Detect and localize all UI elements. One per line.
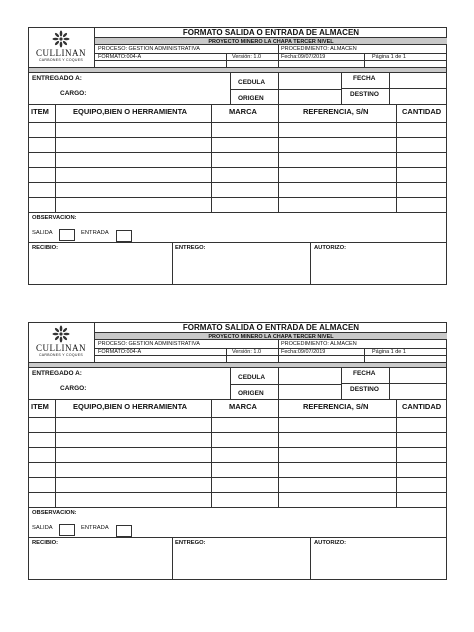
company-name: CULLINAN: [36, 343, 86, 353]
col-marca: MARCA: [229, 402, 257, 411]
company-tagline: CARBONES Y COQUES: [38, 353, 84, 357]
table-row[interactable]: [28, 477, 447, 478]
destino-field[interactable]: [389, 88, 447, 105]
entrego-label: ENTREGO:: [175, 245, 206, 251]
warehouse-form-1: [28, 27, 447, 285]
destino-label: DESTINO: [350, 386, 379, 393]
form-title: FORMATO SALIDA O ENTRADA DE ALMACEN: [182, 28, 360, 37]
table-row[interactable]: [28, 152, 447, 153]
cedula-label: CEDULA: [238, 79, 266, 86]
col-referencia: REFERENCIA, S/N: [303, 402, 369, 411]
observacion-label: OBSERVACION:: [32, 510, 77, 516]
date-label: Fecha:09/07/2019: [281, 53, 326, 60]
divider: [278, 340, 279, 363]
company-tagline: CARBONES Y COQUES: [38, 58, 84, 62]
fecha-label: FECHA: [353, 75, 376, 82]
cedula-label: CEDULA: [238, 374, 266, 381]
entrada-label: ENTRADA: [81, 525, 109, 531]
origen-field[interactable]: [278, 89, 341, 105]
procedimiento-label: PROCEDIMIENTO: ALMACEN: [281, 45, 357, 52]
entrada-checkbox[interactable]: [116, 230, 132, 242]
divider: [341, 73, 342, 105]
logo-cell: [28, 27, 95, 68]
divider: [341, 368, 342, 400]
table-row[interactable]: [28, 447, 447, 448]
destino-field[interactable]: [389, 383, 447, 400]
salida-checkbox[interactable]: [59, 524, 75, 536]
cargo-field[interactable]: [86, 384, 230, 400]
divider: [226, 348, 227, 363]
recibio-label: RECIBIO:: [32, 540, 59, 546]
autorizo-label: AUTORIZO:: [314, 245, 347, 251]
fecha-label: FECHA: [353, 370, 376, 377]
col-cantidad: CANTIDAD: [402, 107, 442, 116]
col-marca: MARCA: [229, 107, 257, 116]
col-item: ITEM: [31, 402, 49, 411]
entregado-field[interactable]: [86, 368, 230, 384]
page-label: Página 1 de 1: [372, 348, 406, 355]
formato-code: FORMATO:004-A: [98, 53, 142, 60]
version-label: Versión: 1.0: [232, 348, 262, 355]
col-equipo: EQUIPO,BIEN O HERRAMIENTA: [73, 107, 188, 116]
origen-label: ORIGEN: [238, 95, 264, 102]
autorizo-signature-field[interactable]: [311, 548, 446, 579]
project-name: PROYECTO MINERO LA CHAPA TERCER NIVEL: [95, 332, 447, 340]
procedimiento-label: PROCEDIMIENTO: ALMACEN: [281, 340, 357, 347]
flower-logo-icon: [52, 30, 70, 48]
salida-checkbox[interactable]: [59, 229, 75, 241]
project-name: PROYECTO MINERO LA CHAPA TERCER NIVEL: [95, 37, 447, 45]
entregado-label: ENTREGADO A:: [32, 370, 82, 377]
page-label: Página 1 de 1: [372, 53, 406, 60]
observacion-label: OBSERVACION:: [32, 215, 77, 221]
table-row[interactable]: [28, 432, 447, 433]
table-row[interactable]: [28, 137, 447, 138]
logo-cell: [28, 322, 95, 363]
col-referencia: REFERENCIA, S/N: [303, 107, 369, 116]
entrego-signature-field[interactable]: [173, 548, 309, 579]
recibio-label: RECIBIO:: [32, 245, 59, 251]
table-row[interactable]: [28, 197, 447, 198]
recibio-signature-field[interactable]: [29, 253, 171, 284]
origen-label: ORIGEN: [238, 390, 264, 397]
cargo-label: CARGO:: [60, 385, 87, 392]
company-name: CULLINAN: [36, 48, 86, 58]
observation-block: [28, 508, 447, 538]
divider: [278, 45, 279, 68]
divider: [364, 53, 365, 68]
entregado-label: ENTREGADO A:: [32, 75, 82, 82]
autorizo-signature-field[interactable]: [311, 253, 446, 284]
recibio-signature-field[interactable]: [29, 548, 171, 579]
cedula-field[interactable]: [278, 73, 341, 89]
formato-code: FORMATO:004-A: [98, 348, 142, 355]
table-row[interactable]: [28, 182, 447, 183]
entrego-label: ENTREGO:: [175, 540, 206, 546]
fecha-field[interactable]: [389, 368, 447, 383]
entrada-label: ENTRADA: [81, 230, 109, 236]
salida-label: SALIDA: [32, 525, 53, 531]
proceso-label: PROCESO: GESTION ADMINISTRATIVA: [98, 45, 200, 52]
autorizo-label: AUTORIZO:: [314, 540, 347, 546]
entrada-checkbox[interactable]: [116, 525, 132, 537]
divider: [95, 355, 447, 356]
flower-logo-icon: [52, 325, 70, 343]
warehouse-form-2: [28, 322, 447, 580]
table-row[interactable]: [28, 122, 447, 123]
proceso-label: PROCESO: GESTION ADMINISTRATIVA: [98, 340, 200, 347]
cargo-field[interactable]: [86, 89, 230, 105]
table-row[interactable]: [28, 462, 447, 463]
entrego-signature-field[interactable]: [173, 253, 309, 284]
col-equipo: EQUIPO,BIEN O HERRAMIENTA: [73, 402, 188, 411]
origen-field[interactable]: [278, 384, 341, 400]
divider: [95, 60, 447, 61]
form-title: FORMATO SALIDA O ENTRADA DE ALMACEN: [182, 323, 360, 332]
observation-block: [28, 213, 447, 243]
divider: [364, 348, 365, 363]
fecha-field[interactable]: [389, 73, 447, 88]
table-row[interactable]: [28, 167, 447, 168]
table-row[interactable]: [28, 417, 447, 418]
entregado-field[interactable]: [86, 73, 230, 89]
salida-label: SALIDA: [32, 230, 53, 236]
table-row[interactable]: [28, 492, 447, 493]
cargo-label: CARGO:: [60, 90, 87, 97]
cedula-field[interactable]: [278, 368, 341, 384]
col-cantidad: CANTIDAD: [402, 402, 442, 411]
date-label: Fecha:09/07/2019: [281, 348, 326, 355]
divider: [226, 53, 227, 68]
col-item: ITEM: [31, 107, 49, 116]
destino-label: DESTINO: [350, 91, 379, 98]
version-label: Versión: 1.0: [232, 53, 262, 60]
